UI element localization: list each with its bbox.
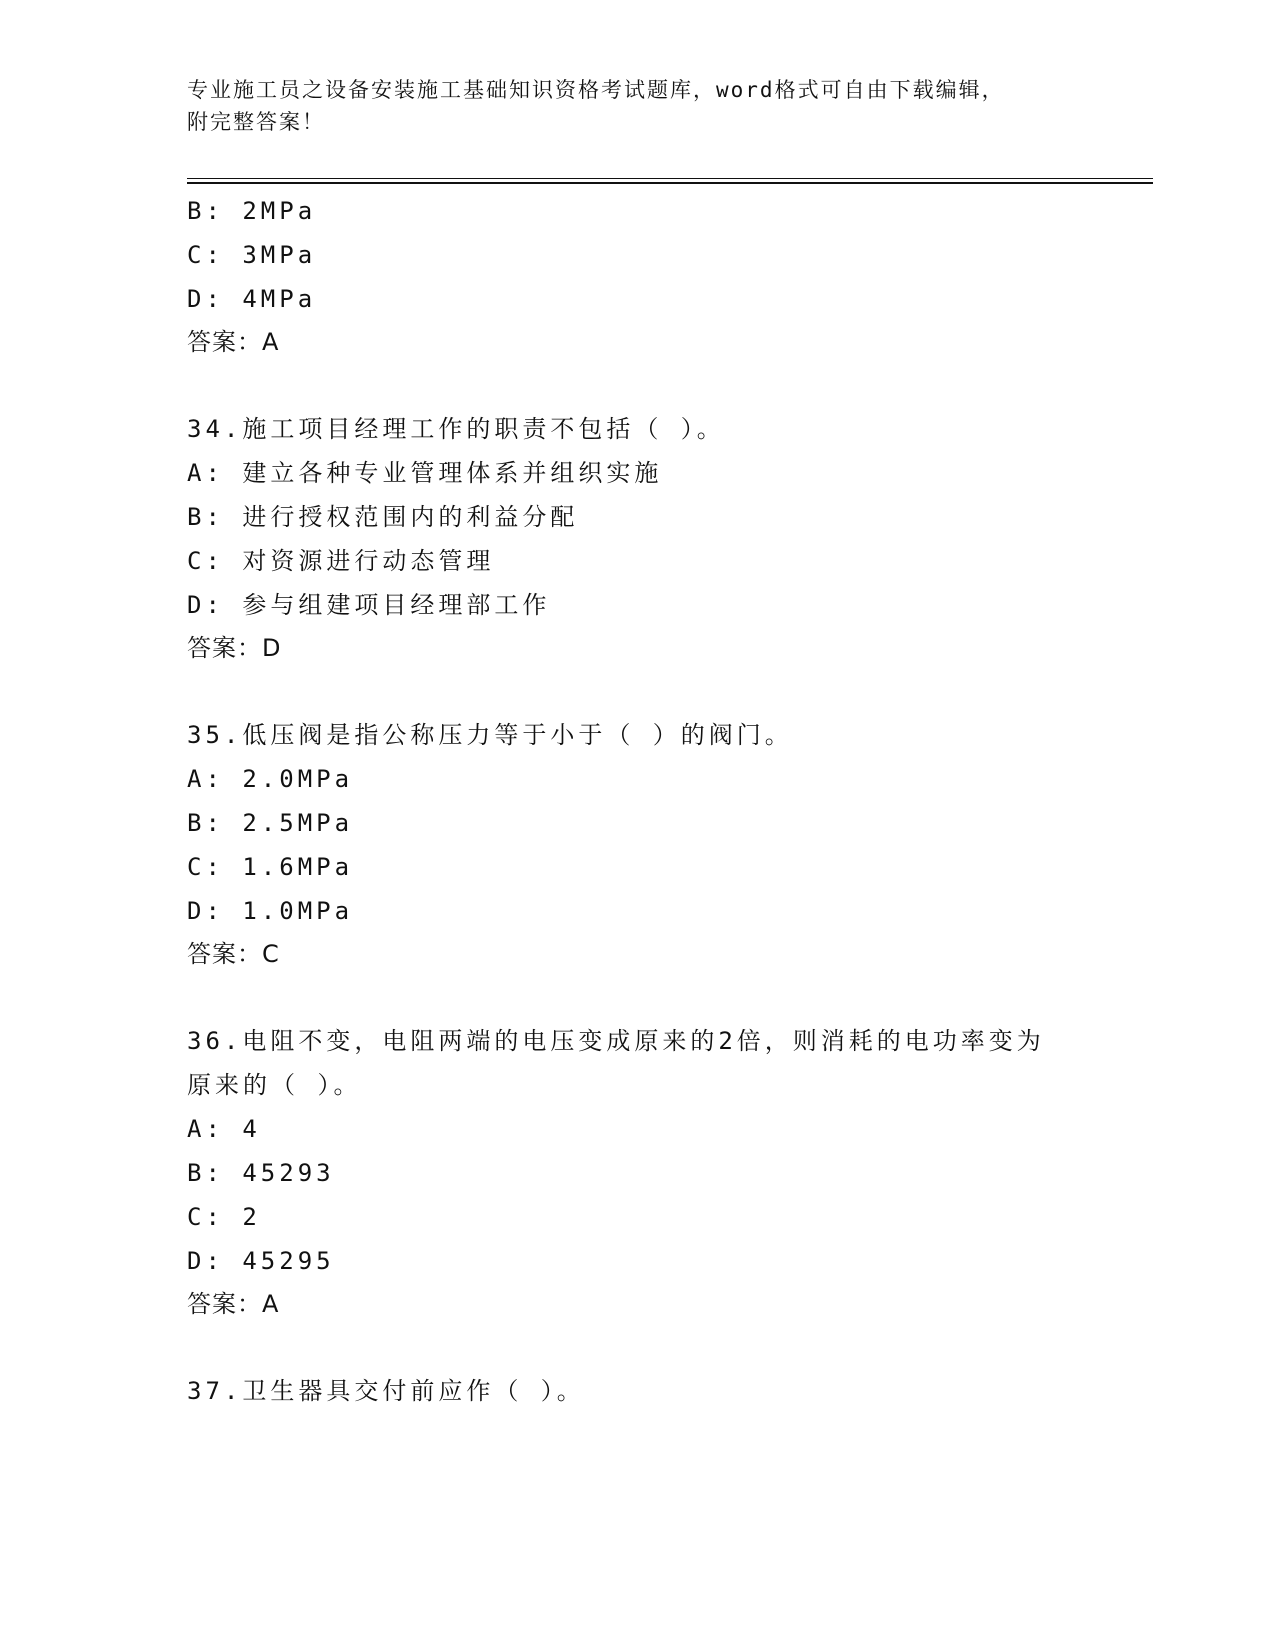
- q33-option-b: B: 2MPa: [187, 197, 317, 225]
- q35-stem: 35.低压阀是指公称压力等于小于（ ）的阀门。: [187, 721, 793, 749]
- q36-stem-line-1: 36.电阻不变，电阻两端的电压变成原来的2倍，则消耗的电功率变为: [187, 1027, 1045, 1055]
- q37-stem: 37.卫生器具交付前应作（ ）。: [187, 1377, 585, 1405]
- q33-answer: 答案：A: [187, 328, 280, 356]
- q35-option-d: D: 1.0MPa: [187, 897, 354, 925]
- q34-option-b: B: 进行授权范围内的利益分配: [187, 503, 579, 531]
- header-divider-thin: [187, 178, 1153, 179]
- q36-option-b: B: 45293: [187, 1159, 335, 1187]
- q35-answer: 答案：C: [187, 940, 280, 968]
- q33-option-c: C: 3MPa: [187, 241, 317, 269]
- q34-option-d: D: 参与组建项目经理部工作: [187, 591, 551, 619]
- q34-stem: 34.施工项目经理工作的职责不包括（ ）。: [187, 415, 725, 443]
- q36-option-d: D: 45295: [187, 1247, 335, 1275]
- q33-option-d: D: 4MPa: [187, 285, 317, 313]
- q36-answer: 答案：A: [187, 1290, 280, 1318]
- document-header: [187, 74, 1087, 138]
- q34-answer: 答案：D: [187, 634, 282, 662]
- q35-option-a: A: 2.0MPa: [187, 765, 354, 793]
- header-line-2: 附完整答案！: [187, 110, 325, 134]
- q36-option-a: A: 4: [187, 1115, 261, 1143]
- q36-option-c: C: 2: [187, 1203, 261, 1231]
- q34-option-a: A: 建立各种专业管理体系并组织实施: [187, 459, 663, 487]
- q34-option-c: C: 对资源进行动态管理: [187, 547, 495, 575]
- q35-option-b: B: 2.5MPa: [187, 809, 354, 837]
- q36-stem-line-2: 原来的（ ）。: [187, 1071, 362, 1099]
- q35-option-c: C: 1.6MPa: [187, 853, 354, 881]
- header-line-1: 专业施工员之设备安装施工基础知识资格考试题库，word格式可自由下载编辑，: [187, 78, 1005, 102]
- header-divider-thick: [187, 182, 1153, 184]
